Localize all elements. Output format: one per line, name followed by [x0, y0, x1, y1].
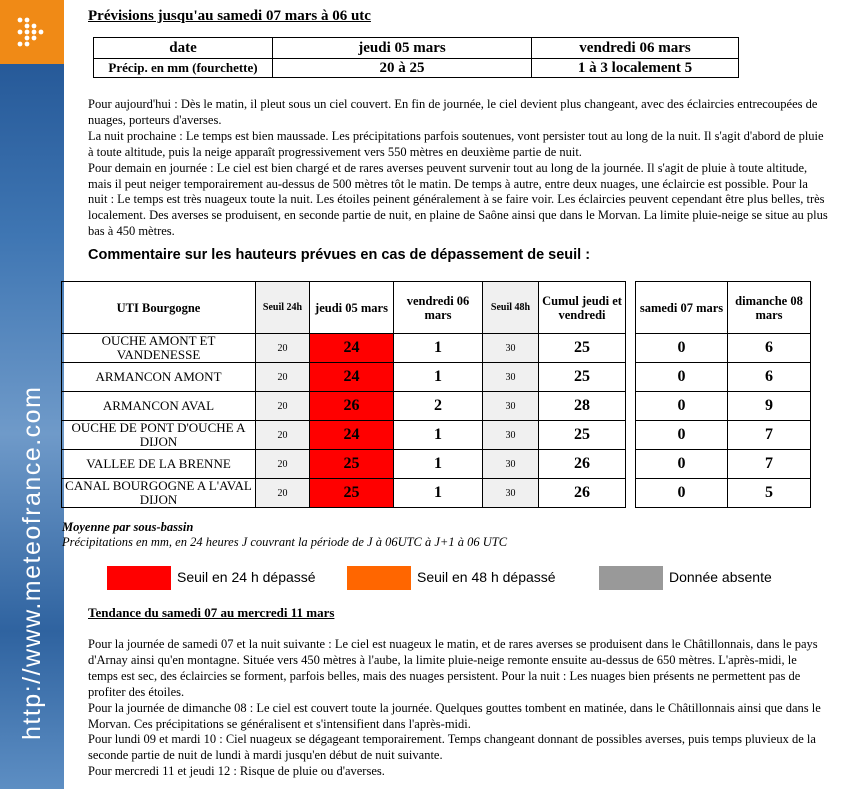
basin-name: CANAL BOURGOGNE A L'AVAL DIJON	[62, 479, 256, 508]
legend-label-48h: Seuil en 48 h dépassé	[417, 569, 556, 585]
seuil48-value: 30	[483, 450, 539, 479]
sidebar-banner	[0, 0, 64, 789]
legend-swatch-red	[107, 566, 171, 590]
table-row	[62, 479, 811, 508]
jeudi-value: 25	[310, 450, 394, 479]
samedi-value: 0	[636, 421, 728, 450]
jeudi-value: 25	[310, 479, 394, 508]
seuil48-value: 30	[483, 421, 539, 450]
forecast-table	[93, 37, 739, 78]
tendance-text	[88, 637, 828, 780]
dimanche-value: 5	[728, 479, 811, 508]
paragraph-today: Pour aujourd'hui : Dès le matin, il pleut sous un ciel couvert. En fin de journée, le ciel devient plus changeant, avec des éclaircies entrecoupées de nuages, porteurs d'averses.	[88, 97, 818, 127]
header-uti: UTI Bourgogne	[62, 282, 256, 334]
page-title: Prévisions jusqu'au samedi 07 mars à 06 utc	[88, 8, 371, 24]
vendredi-value: 1	[394, 421, 483, 450]
seuil24-value: 20	[256, 450, 310, 479]
table-gap	[626, 421, 636, 450]
vendredi-value: 1	[394, 334, 483, 363]
sidebar-url-text[interactable]: http://www.meteofrance.com	[18, 385, 46, 740]
table-gap	[626, 450, 636, 479]
header-dimanche: dimanche 08 mars	[728, 282, 811, 334]
vendredi-value: 1	[394, 479, 483, 508]
header-jeudi: jeudi 05 mars	[273, 38, 532, 59]
header-vendredi: vendredi 06 mars	[532, 38, 739, 59]
table-gap	[626, 392, 636, 421]
legend-swatch-gray	[599, 566, 663, 590]
jeudi-value: 24	[310, 421, 394, 450]
seuil48-value: 30	[483, 363, 539, 392]
threshold-table	[61, 281, 811, 508]
cumul-value: 25	[539, 363, 626, 392]
cumul-value: 26	[539, 450, 626, 479]
basin-name: ARMANCON AMONT	[62, 363, 256, 392]
dotted-arrow-icon	[14, 14, 50, 50]
table-row	[62, 450, 811, 479]
seuil24-value: 20	[256, 363, 310, 392]
forecast-text	[88, 97, 828, 240]
table-row	[62, 392, 811, 421]
header-date: date	[94, 38, 273, 59]
jeudi-value: 26	[310, 392, 394, 421]
table-gap	[626, 334, 636, 363]
value-vendredi: 1 à 3 localement 5	[532, 59, 739, 78]
cumul-value: 25	[539, 421, 626, 450]
cumul-value: 25	[539, 334, 626, 363]
legend-label-24h: Seuil en 24 h dépassé	[177, 569, 316, 585]
seuil24-value: 20	[256, 392, 310, 421]
paragraph-lundi-mardi: Pour lundi 09 et mardi 10 : Ciel nuageux se dégageant temporairement. Temps changeant donnant de possibles averses, puis temps pluvieux de la seconde partie de nuit de lundi à mardi jusqu'en début de nuit suivante.	[88, 732, 816, 763]
seuil24-value: 20	[256, 479, 310, 508]
table-gap	[626, 282, 636, 334]
basin-name: OUCHE AMONT ET VANDENESSE	[62, 334, 256, 363]
table-header-row	[62, 282, 811, 334]
table-row	[62, 334, 811, 363]
table-gap	[626, 363, 636, 392]
cumul-value: 28	[539, 392, 626, 421]
dimanche-value: 7	[728, 450, 811, 479]
jeudi-value: 24	[310, 334, 394, 363]
samedi-value: 0	[636, 363, 728, 392]
seuil48-value: 30	[483, 334, 539, 363]
paragraph-mercredi-jeudi: Pour mercredi 11 et jeudi 12 : Risque de pluie ou d'averses.	[88, 764, 385, 779]
table-notes	[62, 520, 507, 550]
legend-label-absent: Donnée absente	[669, 569, 772, 585]
seuil48-value: 30	[483, 479, 539, 508]
paragraph-night: La nuit prochaine : Le temps est bien maussade. Les précipitations parfois soutenues, vont persister tout au long de la nuit. Il s'agit d'abord de pluie à toute altitude, puis la neige apparaît progressivement vers 550 mètres en deuxième partie de nuit.	[88, 128, 824, 159]
meteofrance-logo[interactable]	[0, 0, 64, 64]
paragraph-samedi: Pour la journée de samedi 07 et la nuit suivante : Le ciel est nuageux le matin, et de rares averses se produisent dans le Châtillonnais, dans le pays d'Arnay ainsi qu'en montagne. Située vers 450 mètres à l'aube, la limite pluie-neige remonte ensuite au-dessus de 650 mètres. L'après-midi, le temps est sec, des éclaircies se forment, parfois belles, mais des nuages persistent. Pour la nuit : Les nuages bien présents ne permettent pas de profiter des étoiles.	[88, 637, 818, 699]
basin-name: ARMANCON AVAL	[62, 392, 256, 421]
samedi-value: 0	[636, 450, 728, 479]
row-label-precip: Précip. en mm (fourchette)	[94, 59, 273, 78]
seuil24-value: 20	[256, 421, 310, 450]
basin-name: OUCHE DE PONT D'OUCHE A DIJON	[62, 421, 256, 450]
table-row	[62, 421, 811, 450]
vendredi-value: 1	[394, 363, 483, 392]
dimanche-value: 9	[728, 392, 811, 421]
table-gap	[626, 479, 636, 508]
dimanche-value: 6	[728, 363, 811, 392]
samedi-value: 0	[636, 334, 728, 363]
jeudi-value: 24	[310, 363, 394, 392]
note-moyenne: Moyenne par sous-bassin	[62, 520, 194, 534]
vendredi-value: 2	[394, 392, 483, 421]
basin-name: VALLEE DE LA BRENNE	[62, 450, 256, 479]
header-jeudi: jeudi 05 mars	[310, 282, 394, 334]
header-cumul: Cumul jeudi et vendredi	[539, 282, 626, 334]
seuil48-value: 30	[483, 392, 539, 421]
header-seuil48: Seuil 48h	[483, 282, 539, 334]
samedi-value: 0	[636, 392, 728, 421]
paragraph-tomorrow: Pour demain en journée : Le ciel est bien chargé et de rares averses peuvent survenir tout au long de la journée. Il s'agit de pluie à toute altitude, mais il peut neiger temporairement au-dessus de 500 mètres tôt le matin. De temps à autre, entre deux nuages, une éclaircie est possible. Pour la nuit : Le temps est très nuageux toute la nuit. Les étoiles peinent généralement à se faire voir. Les éclaircies peuvent cependant être plus belles, très localement. Des averses se produisent, en seconde partie de nuit, en plaine de Saône ainsi que dans le Morvan. La limite pluie-neige se situe au plus bas à 450 mètres.	[88, 160, 828, 239]
seuil24-value: 20	[256, 334, 310, 363]
paragraph-dimanche: Pour la journée de dimanche 08 : Le ciel est couvert toute la journée. Quelques gouttes tombent en matinée, dans le Châtillonnais ainsi que dans le Morvan. Ces précipitations se généralisent et s'intensifient dans l'après-midi.	[88, 700, 821, 731]
header-vendredi: vendredi 06 mars	[394, 282, 483, 334]
samedi-value: 0	[636, 479, 728, 508]
cumul-value: 26	[539, 479, 626, 508]
section-subtitle: Commentaire sur les hauteurs prévues en cas de dépassement de seuil :	[88, 247, 591, 263]
header-seuil24: Seuil 24h	[256, 282, 310, 334]
tendance-title: Tendance du samedi 07 au mercredi 11 mars	[88, 605, 335, 620]
legend-swatch-orange	[347, 566, 411, 590]
table-row	[62, 363, 811, 392]
dimanche-value: 7	[728, 421, 811, 450]
header-samedi: samedi 07 mars	[636, 282, 728, 334]
vendredi-value: 1	[394, 450, 483, 479]
dimanche-value: 6	[728, 334, 811, 363]
note-precip: Précipitations en mm, en 24 heures J couvrant la période de J à 06UTC à J+1 à 06 UTC	[62, 535, 508, 549]
value-jeudi: 20 à 25	[273, 59, 532, 78]
